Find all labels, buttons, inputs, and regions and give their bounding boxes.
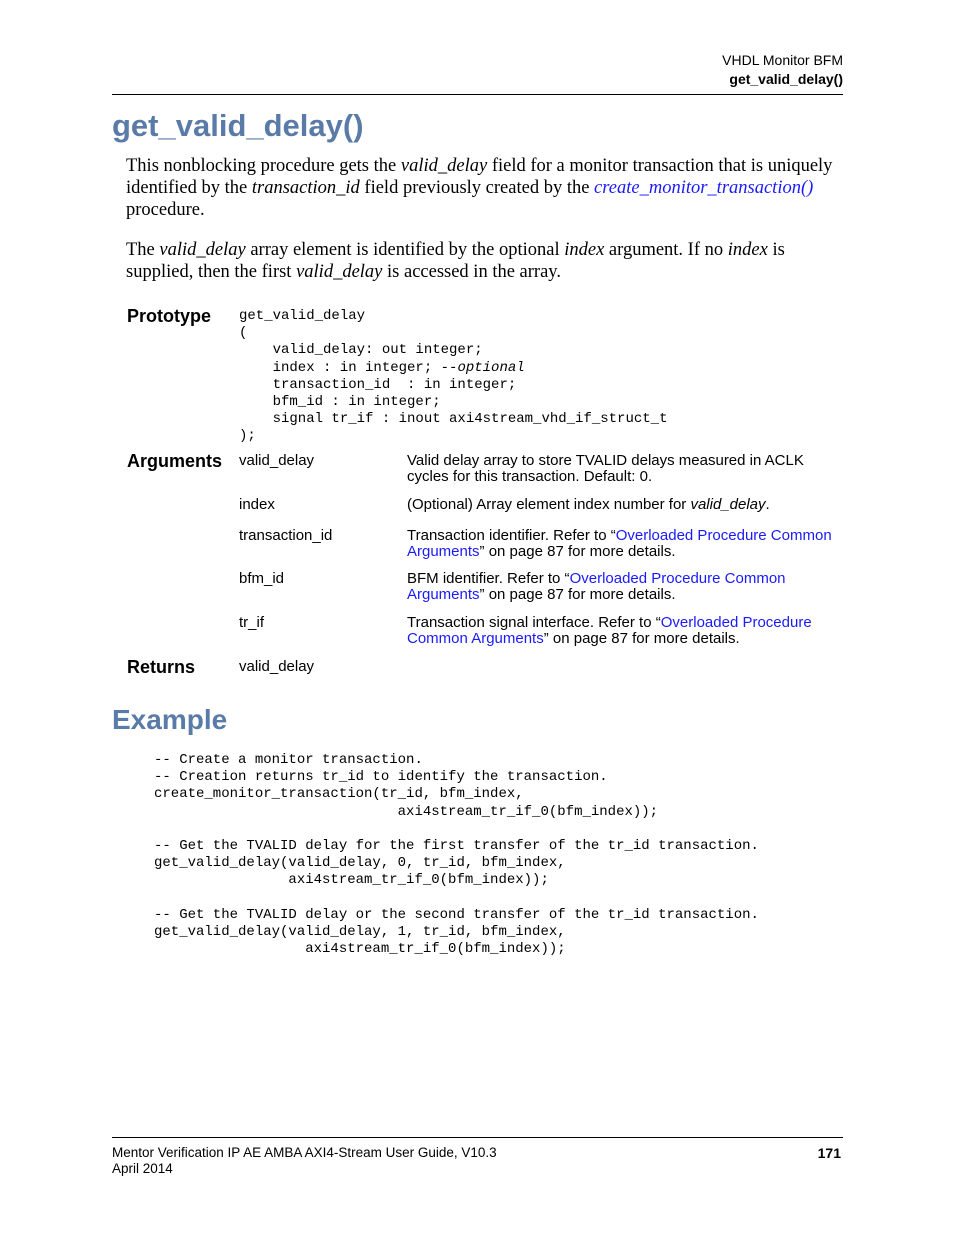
argument-desc-text: Valid delay array to store TVALID delays measured in ACLK cycles for this transaction. Default: 0. <box>407 452 804 485</box>
intro-paragraph-1 <box>126 155 846 221</box>
arguments-label: Arguments <box>127 451 223 471</box>
argument-name: tr_if <box>239 614 265 631</box>
argument-description <box>407 497 837 513</box>
argument-desc-text: Transaction signal interface. Refer to “ <box>407 614 661 631</box>
intro-text: This nonblocking procedure gets the <box>126 156 401 176</box>
prototype-code <box>239 308 667 446</box>
header-rule <box>112 94 843 95</box>
intro-italic-term: valid_delay <box>296 262 383 282</box>
argument-name: transaction_id <box>239 527 333 544</box>
intro-text: field for a monitor transaction that is uniquely identified by the <box>126 156 833 198</box>
footer-document-title: Mentor Verification IP AE AMBA AXI4-Stream User Guide, V10.3 <box>112 1145 497 1160</box>
argument-name: valid_delay <box>239 452 315 469</box>
intro-text: procedure. <box>126 200 205 220</box>
overloaded-procedure-link[interactable]: Overloaded Procedure Common Arguments <box>407 570 786 603</box>
code-line: ); <box>239 428 256 445</box>
argument-desc-text: ” on page 87 for more details. <box>543 630 740 647</box>
returns-label: Returns <box>127 657 196 677</box>
page-number: 171 <box>817 1145 841 1161</box>
returns-value: valid_delay <box>239 658 315 675</box>
argument-desc-text: ” on page 87 for more details. <box>479 543 676 560</box>
argument-description <box>407 571 837 603</box>
overloaded-procedure-link[interactable]: Overloaded Procedure Common Arguments <box>407 614 812 647</box>
page-title: get_valid_delay() <box>112 108 364 143</box>
code-line: signal tr_if : inout axi4stream_vhd_if_struct_t <box>239 411 668 428</box>
code-text: index : in integer; <box>239 359 441 376</box>
code-comment: --optional <box>440 359 525 376</box>
intro-italic-term: valid_delay <box>159 240 246 260</box>
argument-desc-text: Transaction identifier. Refer to “ <box>407 527 616 544</box>
overloaded-procedure-link[interactable]: Overloaded Procedure Common Arguments <box>407 527 832 560</box>
footer-rule <box>112 1137 843 1138</box>
argument-description <box>407 453 837 485</box>
code-line <box>239 360 667 377</box>
example-heading: Example <box>112 704 228 735</box>
running-header-section: VHDL Monitor BFM <box>722 52 843 68</box>
argument-desc-text: (Optional) Array element index number for <box>407 496 691 513</box>
code-line: ( <box>239 325 248 342</box>
intro-italic-term: index <box>564 240 605 260</box>
intro-text: is accessed in the array. <box>382 262 561 282</box>
prototype-label: Prototype <box>127 306 212 326</box>
code-line: bfm_id : in integer; <box>239 394 441 411</box>
argument-description <box>407 528 837 560</box>
argument-name: bfm_id <box>239 570 285 587</box>
code-line: get_valid_delay <box>239 308 366 324</box>
intro-italic-term: valid_delay <box>400 156 488 176</box>
example-code: -- Create a monitor transaction. -- Creation returns tr_id to identify the transaction. create_monitor_transaction(tr_id, bfm_index, axi4stream_tr_if_0(bfm_index)); -- Get the TVALID delay for the first transfer of the tr_id transaction. get_valid_delay(valid_delay, 0, tr_id, bfm_index, axi4stream_tr_if_0(bfm_index)); -- Get the TVALID delay or the second transfer of the tr_id transaction. get_valid_delay(valid_delay, 1, tr_id, bfm_index, axi4stream_tr_if_0(bfm_index)); <box>154 752 759 958</box>
footer-date: April 2014 <box>112 1161 173 1176</box>
argument-desc-italic: valid_delay <box>690 496 766 513</box>
intro-italic-term: index <box>727 240 768 260</box>
argument-desc-text: ” on page 87 for more details. <box>479 586 676 603</box>
intro-text: argument. If no <box>604 240 728 260</box>
intro-italic-term: transaction_id <box>251 178 360 198</box>
code-line: valid_delay: out integer; <box>239 342 483 359</box>
intro-paragraph-2 <box>126 239 846 283</box>
argument-desc-text: . <box>765 496 770 513</box>
intro-text: is supplied, then the first <box>126 240 785 282</box>
intro-text: array element is identified by the optional <box>245 240 565 260</box>
argument-name: index <box>239 496 275 513</box>
running-header-topic: get_valid_delay() <box>729 71 843 87</box>
argument-description <box>407 615 837 647</box>
code-line: transaction_id : in integer; <box>239 376 517 393</box>
create-monitor-transaction-link[interactable]: create_monitor_transaction() <box>594 178 814 198</box>
intro-text: field previously created by the <box>359 178 595 198</box>
intro-text: The <box>126 240 160 260</box>
argument-desc-text: BFM identifier. Refer to “ <box>407 570 570 587</box>
